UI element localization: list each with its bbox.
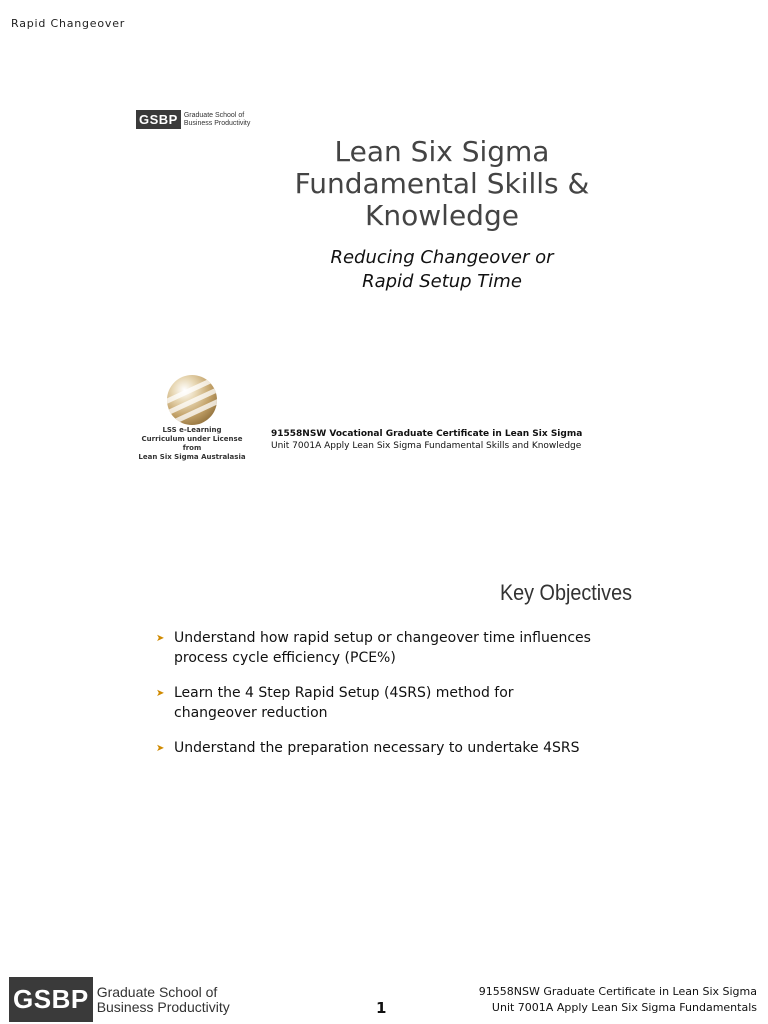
lss-caption-line-2: Curriculum under License from	[141, 435, 243, 452]
footer-course-info	[479, 984, 757, 1016]
gsbp-logo-text	[184, 112, 251, 128]
objective-line-2: changeover reduction	[174, 705, 328, 721]
objectives-list	[156, 628, 636, 774]
arrow-right-icon: ➤	[156, 743, 165, 754]
certificate-info	[271, 429, 582, 451]
key-objectives-heading: Key Objectives	[499, 580, 632, 605]
lss-globe-icon	[167, 375, 217, 425]
title-line-3: Knowledge	[365, 199, 519, 232]
title-line-1: Lean Six Sigma	[334, 135, 550, 168]
lss-caption-line-3: Lean Six Sigma Australasia	[138, 453, 246, 461]
list-item	[156, 683, 636, 723]
slide-title-block	[240, 136, 644, 294]
subtitle-line-1: Reducing Changeover or	[330, 247, 554, 268]
objective-line-1: Understand the preparation necessary to undertake 4SRS	[174, 740, 580, 756]
objective-line-1: Understand how rapid setup or changeover time influences	[174, 630, 591, 646]
gsbp-logo-line2: Business Productivity	[183, 119, 251, 127]
title-line-2: Fundamental Skills &	[294, 167, 590, 200]
gsbp-logo-footer	[9, 977, 230, 1022]
slide-subtitle	[240, 246, 644, 294]
arrow-right-icon: ➤	[156, 688, 165, 699]
gsbp-logo-line1: Graduate School of	[183, 111, 245, 119]
objective-text	[174, 628, 591, 668]
objective-line-2: process cycle efficiency (PCE%)	[174, 650, 396, 666]
objective-text	[174, 683, 514, 723]
objective-text	[174, 738, 580, 759]
gsbp-logo-mark: GSBP	[136, 110, 181, 129]
footer-logo-text	[97, 985, 230, 1015]
page-header-title: Rapid Changeover	[11, 17, 126, 30]
certificate-line-1: 91558NSW Vocational Graduate Certificate in Lean Six Sigma	[271, 429, 583, 439]
footer-logo-mark: GSBP	[9, 977, 93, 1022]
lss-caption	[132, 426, 252, 462]
certificate-line-2: Unit 7001A Apply Lean Six Sigma Fundamental Skills and Knowledge	[271, 441, 582, 451]
slide-main-title	[240, 136, 644, 232]
footer-logo-line2: Business Productivity	[96, 998, 230, 1015]
footer-course-line-1: 91558NSW Graduate Certificate in Lean Six Sigma	[478, 985, 757, 998]
subtitle-line-2: Rapid Setup Time	[362, 271, 522, 292]
arrow-right-icon: ➤	[156, 633, 165, 644]
list-item	[156, 738, 636, 759]
footer-logo-line1: Graduate School of	[96, 983, 218, 1000]
footer-course-line-2: Unit 7001A Apply Lean Six Sigma Fundamentals	[491, 1001, 757, 1014]
gsbp-logo-small	[136, 110, 250, 129]
lss-caption-line-1: LSS e-Learning	[162, 426, 222, 434]
page-number: 1	[376, 999, 387, 1017]
objective-line-1: Learn the 4 Step Rapid Setup (4SRS) method for	[174, 685, 514, 701]
list-item	[156, 628, 636, 668]
